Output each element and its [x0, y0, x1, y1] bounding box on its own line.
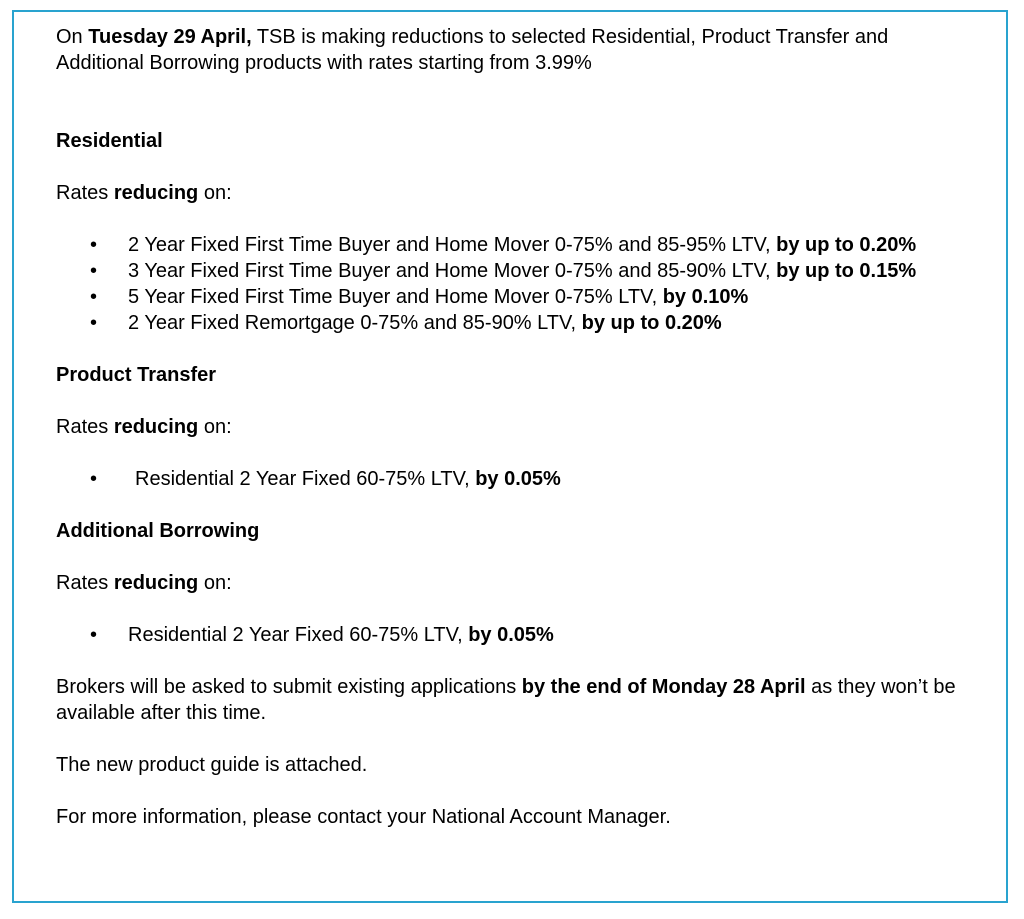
- residential-list: [56, 232, 976, 336]
- list-item: • Residential 2 Year Fixed 60-75% LTV, by 0.05%: [56, 622, 976, 648]
- section-lead-residential: Rates reducing on:: [56, 182, 232, 204]
- product-guide-note: The new product guide is attached.: [56, 754, 368, 776]
- additional-borrowing-list: [56, 622, 976, 648]
- list-item: • Residential 2 Year Fixed 60-75% LTV, by 0.05%: [56, 466, 976, 492]
- product-transfer-list: [56, 466, 976, 492]
- intro-date: Tuesday 29 April,: [88, 26, 252, 48]
- intro-paragraph: [56, 24, 976, 76]
- section-heading-residential: Residential: [56, 130, 163, 152]
- intro-text: TSB is making reductions to selected Residential, Product Transfer and Additional Borrowing products with rates starting from 3.99%: [56, 26, 889, 74]
- section-heading-product-transfer: Product Transfer: [56, 364, 217, 386]
- list-item: • 3 Year Fixed First Time Buyer and Home Mover 0-75% and 85-90% LTV, by up to 0.15%: [56, 258, 976, 284]
- section-lead-product-transfer: Rates reducing on:: [56, 416, 232, 438]
- contact-note: For more information, please contact your National Account Manager.: [56, 806, 671, 828]
- list-item: • 2 Year Fixed Remortgage 0-75% and 85-90% LTV, by up to 0.20%: [56, 310, 976, 336]
- brokers-paragraph: Brokers will be asked to submit existing applications by the end of Monday 28 April as they won’t be available after this time.: [56, 676, 956, 724]
- section-lead-additional-borrowing: Rates reducing on:: [56, 572, 232, 594]
- announcement-body: [56, 24, 976, 830]
- list-item: • 2 Year Fixed First Time Buyer and Home Mover 0-75% and 85-95% LTV, by up to 0.20%: [56, 232, 976, 258]
- intro-prefix: On: [56, 26, 89, 48]
- list-item: • 5 Year Fixed First Time Buyer and Home Mover 0-75% LTV, by 0.10%: [56, 284, 976, 310]
- section-heading-additional-borrowing: Additional Borrowing: [56, 520, 260, 542]
